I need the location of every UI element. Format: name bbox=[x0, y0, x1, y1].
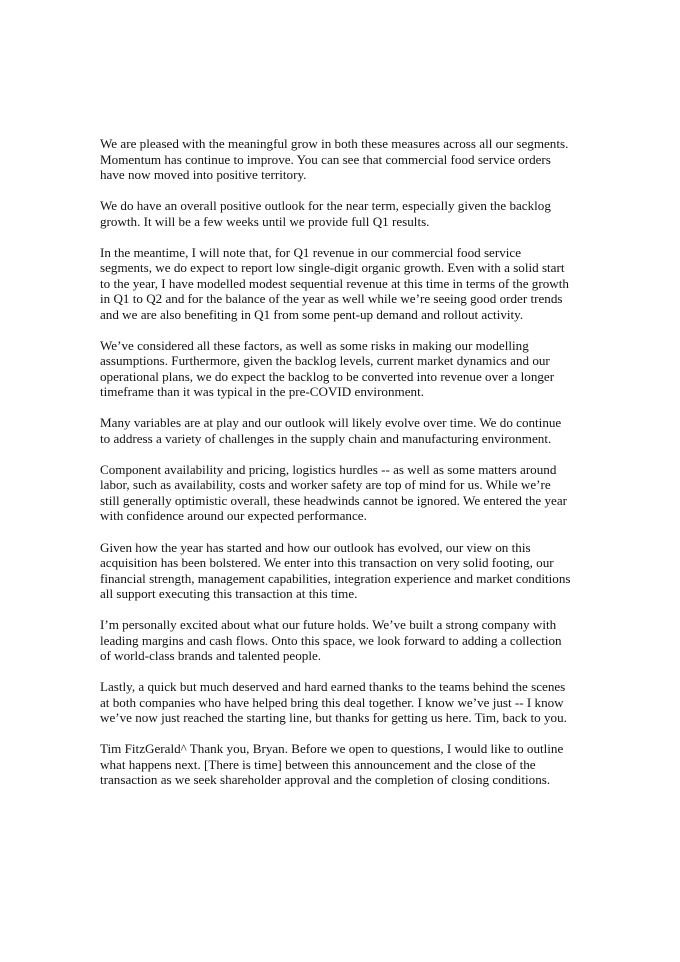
paragraph-10: Tim FitzGerald^ Thank you, Bryan. Before we open to questions, I would like to outline what happens next. [There is time] between this announcement and the close of the transaction as we seek shareholder approval and the completion of closing conditions. bbox=[100, 741, 564, 788]
paragraph-1: We are pleased with the meaningful grow in both these measures across all our segments. Momentum has continue to improve. You can see that commercial food service orders have now moved into positive territory. bbox=[100, 136, 569, 182]
paragraph-6: Component availability and pricing, logistics hurdles -- as well as some matters around labor, such as availability, costs and worker safety are top of mind for us. While we’re still generally optimistic overall, these headwinds cannot be ignored. We entered the year with confidence around our expected performance. bbox=[100, 461, 568, 524]
paragraph-3: In the meantime, I will note that, for Q1 revenue in our commercial food service segments, we do expect to report low single-digit organic growth. Even with a solid start to the year, I have modelled modest sequential revenue at this time in terms of the growth in Q1 to Q2 and for the balance of the year as well while we’re seeing good order trends and we are also benefiting in Q1 from some pent-up demand and rollout activity. bbox=[100, 244, 569, 322]
document-body bbox=[100, 136, 584, 803]
paragraph-4: We’ve considered all these factors, as well as some risks in making our modelling assumptions. Furthermore, given the backlog levels, current market dynamics and our operational plans, we do expect the backlog to be converted into revenue over a longer timeframe than it was typical in the pre-COVID environment. bbox=[100, 337, 555, 400]
paragraph-5: Many variables are at play and our outlook will likely evolve over time. We do continue to address a variety of challenges in the supply chain and manufacturing environment. bbox=[100, 415, 562, 446]
paragraph-8: I’m personally excited about what our future holds. We’ve built a strong company with leading margins and cash flows. Onto this space, we look forward to adding a collection of world-class brands and talented people. bbox=[100, 617, 562, 664]
paragraph-9: Lastly, a quick but much deserved and hard earned thanks to the teams behind the scenes at both companies who have helped bring this deal together. I know we’ve just -- I know we’ve now just reached the starting line, but thanks for getting us here. Tim, back to you. bbox=[100, 679, 567, 726]
paragraph-2: We do have an overall positive outlook for the near term, especially given the backlog growth. It will be a few weeks until we provide full Q1 results. bbox=[100, 198, 551, 229]
paragraph-7: Given how the year has started and how our outlook has evolved, our view on this acquisition has been bolstered. We enter into this transaction on very solid footing, our financial strength, management capabilities, integration experience and market conditions all support executing this transaction at this time. bbox=[100, 539, 571, 602]
